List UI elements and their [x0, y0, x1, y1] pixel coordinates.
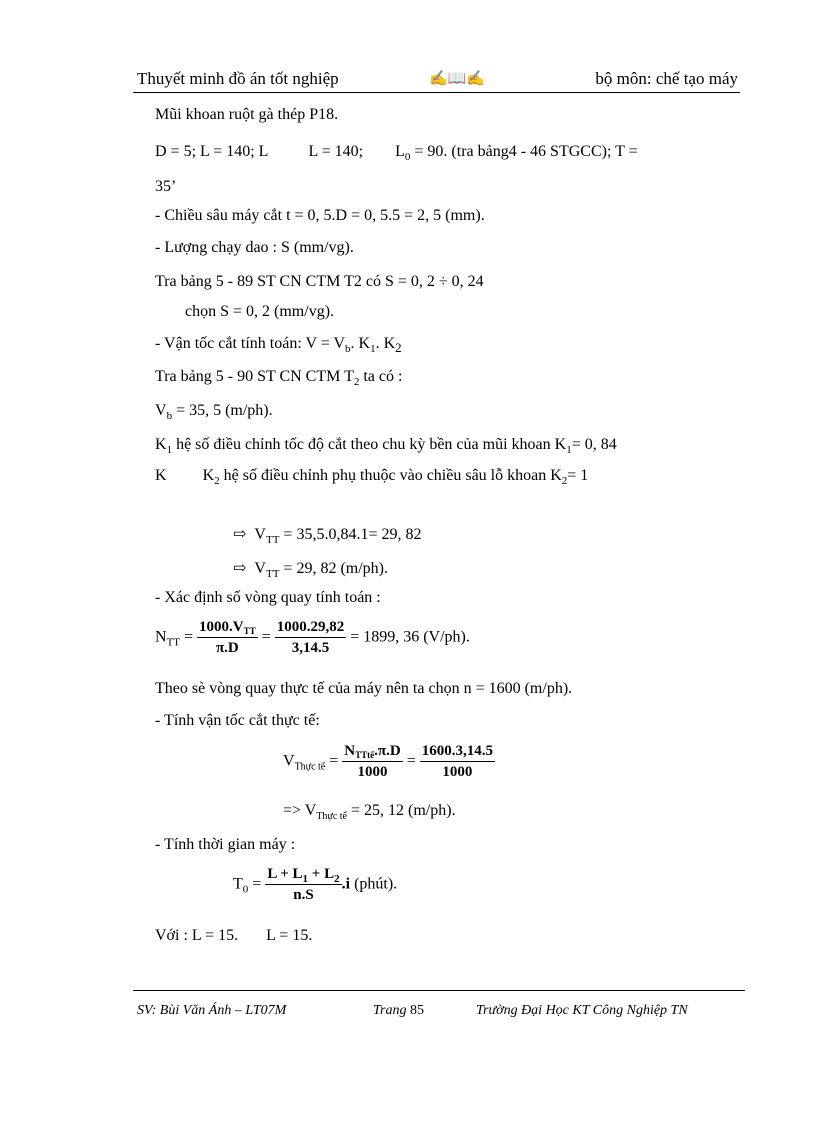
text-line: $K_1$ hệ số điều chỉnh tốc độ cắt theo chu kỳ bền của mũi khoan $K_1= 0$, 84 [155, 436, 617, 456]
formula-t0: $T_0$ = $\frac{L + L_1 + L_2}{n.S}$ .i (phút). [233, 866, 398, 903]
text-line: - Lượng chạy dao : S (mm/vg). [155, 239, 354, 256]
text-line: ⇨ $V_{TT} = 35,5.0,84.1= 29$, 82 [233, 526, 422, 546]
text-line: Tra bảng 5 - 89 ST CN CTM T2 có S = 0, 2 ÷ 0, 24 [155, 273, 484, 290]
text-line: Tra bảng 5 - 90 ST CN CTM $T_2$ ta có : [155, 368, 403, 388]
arrow-icon: ⇨ [233, 526, 247, 543]
text-line: Mũi khoan ruột gà thép P18. [155, 106, 339, 123]
footer-school: Trường Đại Học KT Công Nghiệp TN [476, 1003, 688, 1018]
text-line: - Chiều sâu máy cắt t = 0, 5.D = 0, 5.5 = 2, 5 (mm). [155, 207, 485, 224]
page-header [133, 66, 740, 93]
fraction: $\frac{1000.V_{TT}}{\pi.D}$ [199, 619, 256, 656]
footer-page: Trang 85 [373, 1003, 424, 1018]
page-number: 85 [409, 1003, 424, 1018]
text-line: - Vận tốc cắt tính toán: $V = V_b$. $K_1$. $K_2$ [155, 335, 402, 355]
text-line: - Xác định số vòng quay tính toán : [155, 589, 381, 606]
text-line: Theo sè vòng quay thực tế của máy nên ta chọn n = 1600 (m/ph). [155, 680, 573, 697]
text-line: chọn S = 0, 2 (mm/vg). [185, 303, 335, 320]
text-line: - Tính thời gian máy : [155, 836, 296, 853]
fraction: $\frac{L + L_1 + L_2}{n.S}$ [267, 866, 340, 903]
fraction: $\frac{1600.3,14.5}{1000}$ [421, 743, 493, 780]
text-line: K $K_2$ hệ số điều chỉnh phụ thuộc vào chiều sâu lỗ khoan $K_2= 1$ [155, 467, 589, 487]
footer-student: SV: Bùi Văn Ánh – LT07M [137, 1003, 287, 1018]
formula-n-tt: $N_{TT}$ = $\frac{1000.V_{TT}}{\pi.D}$ = $\frac{1000.29,82}{3,14.5}$ = 1899, 36 (V/ph). [155, 619, 470, 656]
header-ornament: ✍📖✍ [429, 71, 486, 87]
formula-v-thuc-te: $V_{Thực tế}$ = $\frac{N_{TTtế}.\pi.D}{1000}$ = $\frac{1600.3,14.5}{1000}$ [283, 743, 493, 780]
text-line: Với : L = 15. L = 15. [155, 927, 313, 944]
page-footer [133, 990, 745, 1018]
header-title: Thuyết minh đồ án tốt nghiệp [137, 69, 339, 88]
text-line: - Tính vận tốc cắt thực tế: [155, 712, 320, 729]
text-line: ⇨ $V_{TT} = 29$, 82 (m/ph). [233, 560, 388, 580]
arrow-icon: ⇨ [233, 560, 247, 577]
text-line: D = 5; L = 140; L L = 140; $L_0 = 90$. (tra bảng4 - 46 STGCC); T = [155, 143, 638, 163]
header-department: bộ môn: chế tạo máy [595, 69, 738, 88]
text-line: => $V_{Thực tế} = 25$, 12 (m/ph). [283, 802, 456, 822]
fraction: $\frac{N_{TTtế}.\pi.D}{1000}$ [344, 743, 401, 780]
text-line: 35’ [155, 178, 177, 195]
fraction: $\frac{1000.29,82}{3,14.5}$ [276, 619, 345, 656]
text-line: $V_b = 35$, 5 (m/ph). [155, 402, 273, 422]
